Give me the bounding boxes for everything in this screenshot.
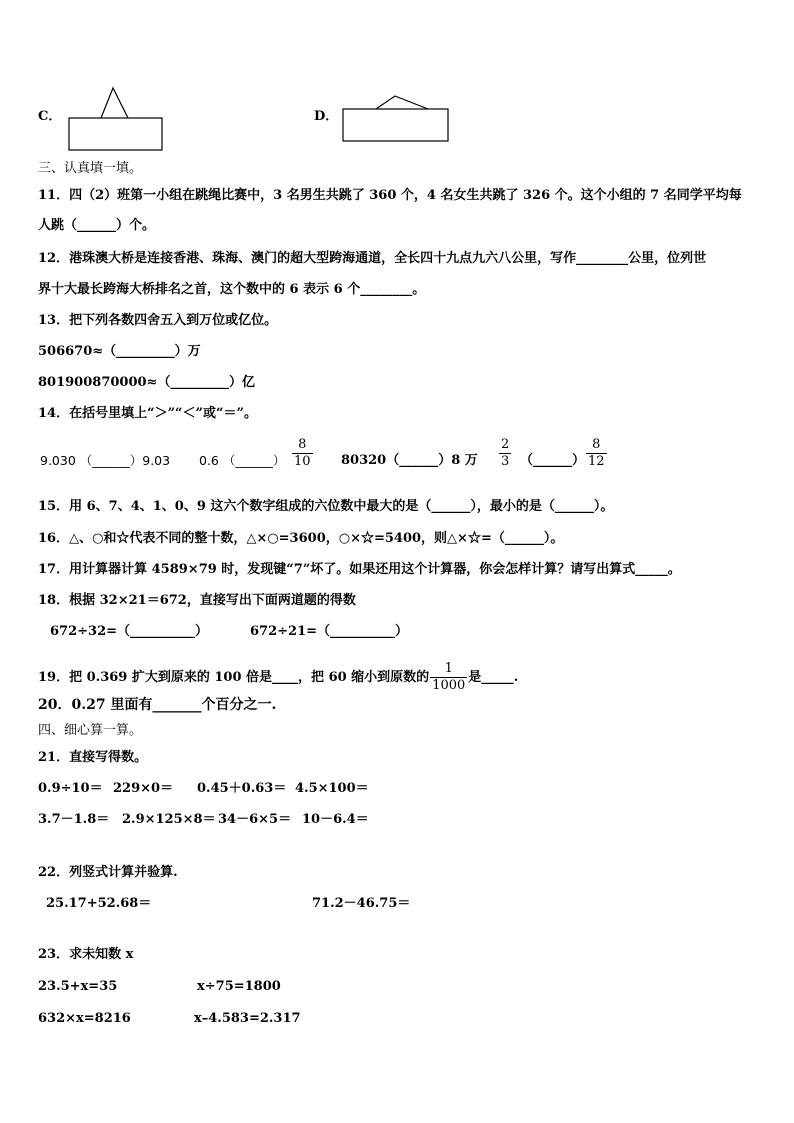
question-22-b: 71.2－46.75＝ <box>312 896 411 911</box>
question-23-c: 632×x=8216 <box>38 1011 131 1026</box>
q21-item: 229×0＝ <box>113 781 174 796</box>
question-22-a: 25.17+52.68＝ <box>46 896 152 911</box>
question-14-fraction-2-3 <box>499 437 511 470</box>
q21-item: 0.45＋0.63＝ <box>197 781 287 796</box>
question-19-text-before: 19．把 0.369 扩大到原来的 100 倍是____，把 60 缩小到原数的 <box>38 670 430 685</box>
question-21-stem: 21．直接写得数。 <box>38 750 148 765</box>
question-20: 20．0.27 里面有_______个百分之一. <box>38 697 277 713</box>
question-14-fraction-8-12 <box>586 437 607 470</box>
fraction-numerator: 8 <box>298 437 307 452</box>
question-15: 15．用 6、7、4、1、0、9 这六个数字组成的六位数中最大的是（______），最小的是（______）。 <box>38 499 614 514</box>
question-22-stem: 22．列竖式计算并验算. <box>38 865 178 880</box>
question-11-line1: 11．四（2）班第一小组在跳绳比赛中，3 名男生共跳了 360 个，4 名女生共跳了 326 个。这个小组的 7 名同学平均每 <box>38 188 742 203</box>
question-23-b: x÷75=1800 <box>197 979 281 994</box>
question-19 <box>38 661 518 694</box>
question-16: 16．△、○和☆代表不同的整十数，△×○=3600，○×☆=5400，则△×☆=（______）。 <box>38 531 564 546</box>
question-17: 17．用计算器计算 4589×79 时，发现键“7”坏了。如果还用这个计算器，你会怎样计算？请写出算式_____。 <box>38 562 681 577</box>
fraction-denominator: 12 <box>588 454 605 469</box>
q21-item: 0.9÷10＝ <box>38 781 103 796</box>
question-14-item3: 80320（______）8 万 <box>341 453 478 468</box>
q21-item: 10－6.4＝ <box>302 812 369 827</box>
section-4-title: 四、细心算一算。 <box>38 723 143 738</box>
q21-item: 34－6×5＝ <box>218 812 292 827</box>
option-c-figure <box>66 84 166 154</box>
question-14-fraction-8-10 <box>292 437 313 470</box>
question-23-a: 23.5+x=35 <box>38 979 118 994</box>
option-d-label: D． <box>314 109 339 124</box>
question-18-stem: 18．根据 32×21＝672，直接写出下面两道题的得数 <box>38 593 356 608</box>
fraction-numerator: 8 <box>592 437 601 452</box>
question-14-item4: （______） <box>520 453 586 468</box>
question-18-b: 672÷21=（__________） <box>250 624 409 639</box>
question-23-d: x–4.583=2.317 <box>194 1011 301 1026</box>
q21-item: 3.7－1.8＝ <box>38 812 110 827</box>
fraction-denominator: 10 <box>294 454 311 469</box>
question-13-a: 506670≈（_________）万 <box>38 344 201 359</box>
fraction-numerator: 1 <box>444 661 453 676</box>
question-14-item1: 9.030 （______）9.03 <box>40 453 171 468</box>
question-13-b: 801900870000≈（_________）亿 <box>38 375 255 390</box>
fraction-denominator: 1000 <box>432 678 466 693</box>
question-23-stem: 23．求未知数 x <box>38 947 134 962</box>
question-14-item2: 0.6 （______） <box>199 453 286 468</box>
question-19-text-after: 是_____. <box>468 670 519 685</box>
q21-item: 2.9×125×8＝ <box>122 812 216 827</box>
question-12-line2: 界十大最长跨海大桥排名之首，这个数中的 6 表示 6 个________。 <box>38 282 426 297</box>
option-c-label: C． <box>38 109 62 124</box>
question-12-line1: 12．港珠澳大桥是连接香港、珠海、澳门的超大型跨海通道，全长四十九点九六八公里，写作________公里，位列世 <box>38 251 707 266</box>
question-11-line2: 人跳（______）个。 <box>38 218 156 233</box>
section-3-title: 三、认真填一填。 <box>38 161 143 176</box>
fraction-numerator: 2 <box>501 437 510 452</box>
question-18-a: 672÷32=（__________） <box>50 624 209 639</box>
option-d-figure <box>340 92 452 146</box>
question-14-stem: 14．在括号里填上“＞”“＜”或“＝”。 <box>38 406 257 421</box>
fraction-denominator: 3 <box>501 454 510 469</box>
question-13-stem: 13．把下列各数四舍五入到万位或亿位。 <box>38 313 278 328</box>
q21-item: 4.5×100＝ <box>295 781 369 796</box>
